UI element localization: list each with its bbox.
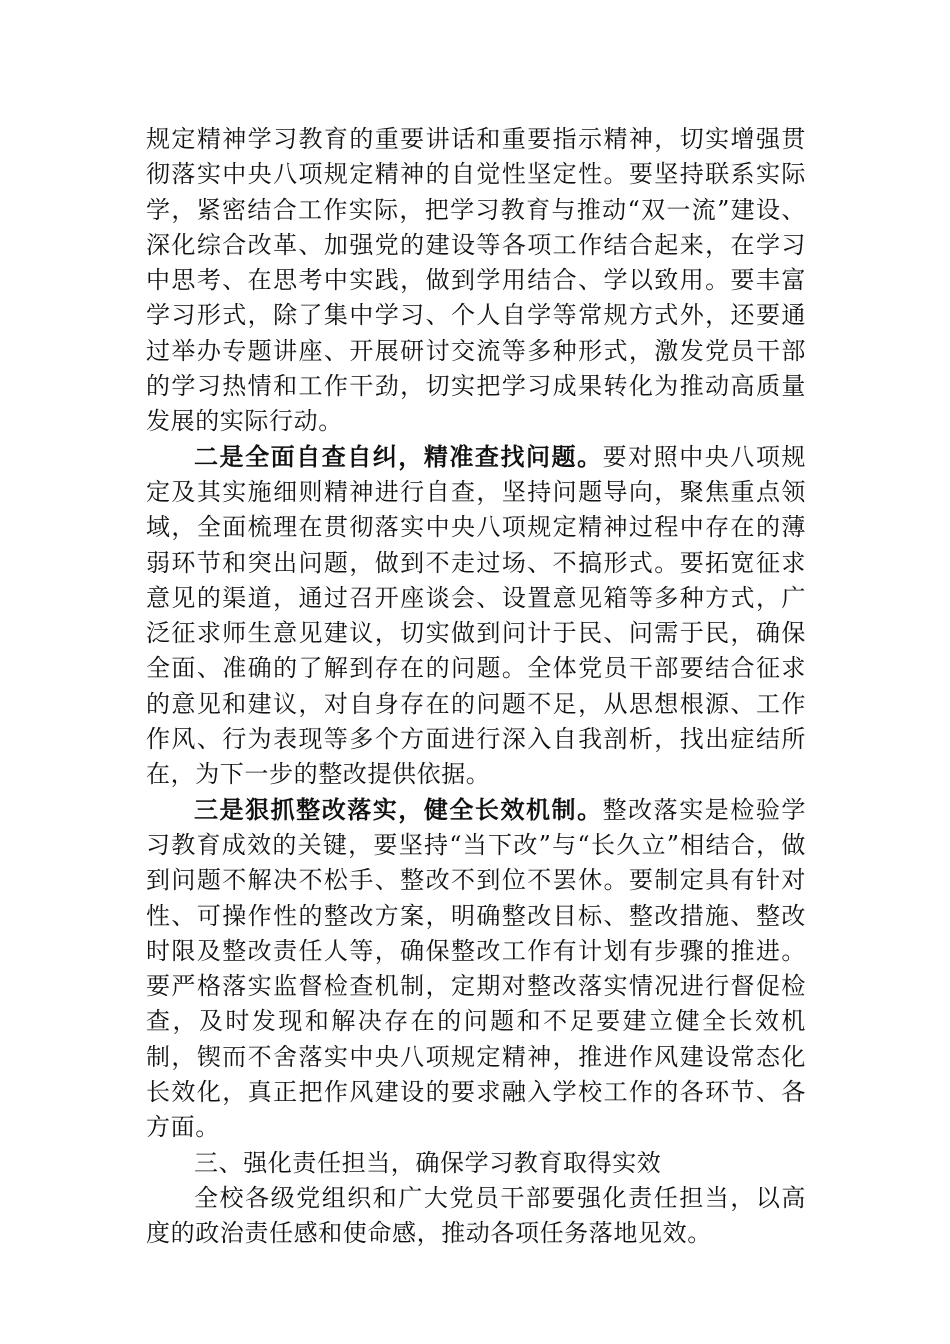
- paragraph-responsibility: 全校各级党组织和广大党员干部要强化责任担当，以高度的政治责任感和使命感，推动各项任务落地见效。: [146, 1183, 806, 1248]
- paragraph-study-requirements: 规定精神学习教育的重要讲话和重要指示精神，切实增强贯彻落实中央八项规定精神的自觉性坚定性。要坚持联系实际学，紧密结合工作实际，把学习教育与推动“双一流”建设、深化综合改革、加强党的建设等各项工作结合起来，在学习中思考、在思考中实践，做到学用结合、学以致用。要丰富学习形式，除了集中学习、个人自学等常规方式外，还要通过举办专题讲座、开展研讨交流等多种形式，激发党员干部的学习热情和工作干劲，切实把学习成果转化为推动高质量发展的实际行动。: [146, 125, 806, 436]
- paragraph-self-inspection-lead: 二是全面自查自纠，精准查找问题。: [194, 442, 603, 471]
- paragraph-rectification-lead: 三是狠抓整改落实，健全长效机制。: [194, 795, 603, 824]
- section-heading-responsibility: 三、强化责任担当，确保学习教育取得实效: [194, 1148, 662, 1177]
- paragraph-self-inspection: [146, 440, 806, 793]
- document-body: [146, 122, 806, 1252]
- paragraph-rectification-text: 整改落实是检验学习教育成效的关键，要坚持“当下改”与“长久立”相结合，做到问题不解决不松手、整改不到位不罢休。要制定具有针对性、可操作性的整改方案，明确整改目标、整改措施、整改时限及整改责任人等，确保整改工作有计划有步骤的推进。要严格落实监督检查机制，定期对整改落实情况进行督促检查，及时发现和解决存在的问题和不足要建立健全长效机制，锲而不舍落实中央八项规定精神，推进作风建设常态化长效化，真正把作风建设的要求融入学校工作的各环节、各方面。: [146, 795, 806, 1142]
- paragraph-self-inspection-text: 要对照中央八项规定及其实施细则精神进行自查，坚持问题导向，聚焦重点领域，全面梳理在贯彻落实中央八项规定精神过程中存在的薄弱环节和突出问题，做到不走过场、不搞形式。要拓宽征求意见的渠道，通过召开座谈会、设置意见箱等多种方式，广泛征求师生意见建议，切实做到问计于民、问需于民，确保全面、准确的了解到存在的问题。全体党员干部要结合征求的意见和建议，对自身存在的问题不足，从思想根源、工作作风、行为表现等多个方面进行深入自我剖析，找出症结所在，为下一步的整改提供依据。: [146, 442, 806, 789]
- paragraph-rectification: [146, 793, 806, 1146]
